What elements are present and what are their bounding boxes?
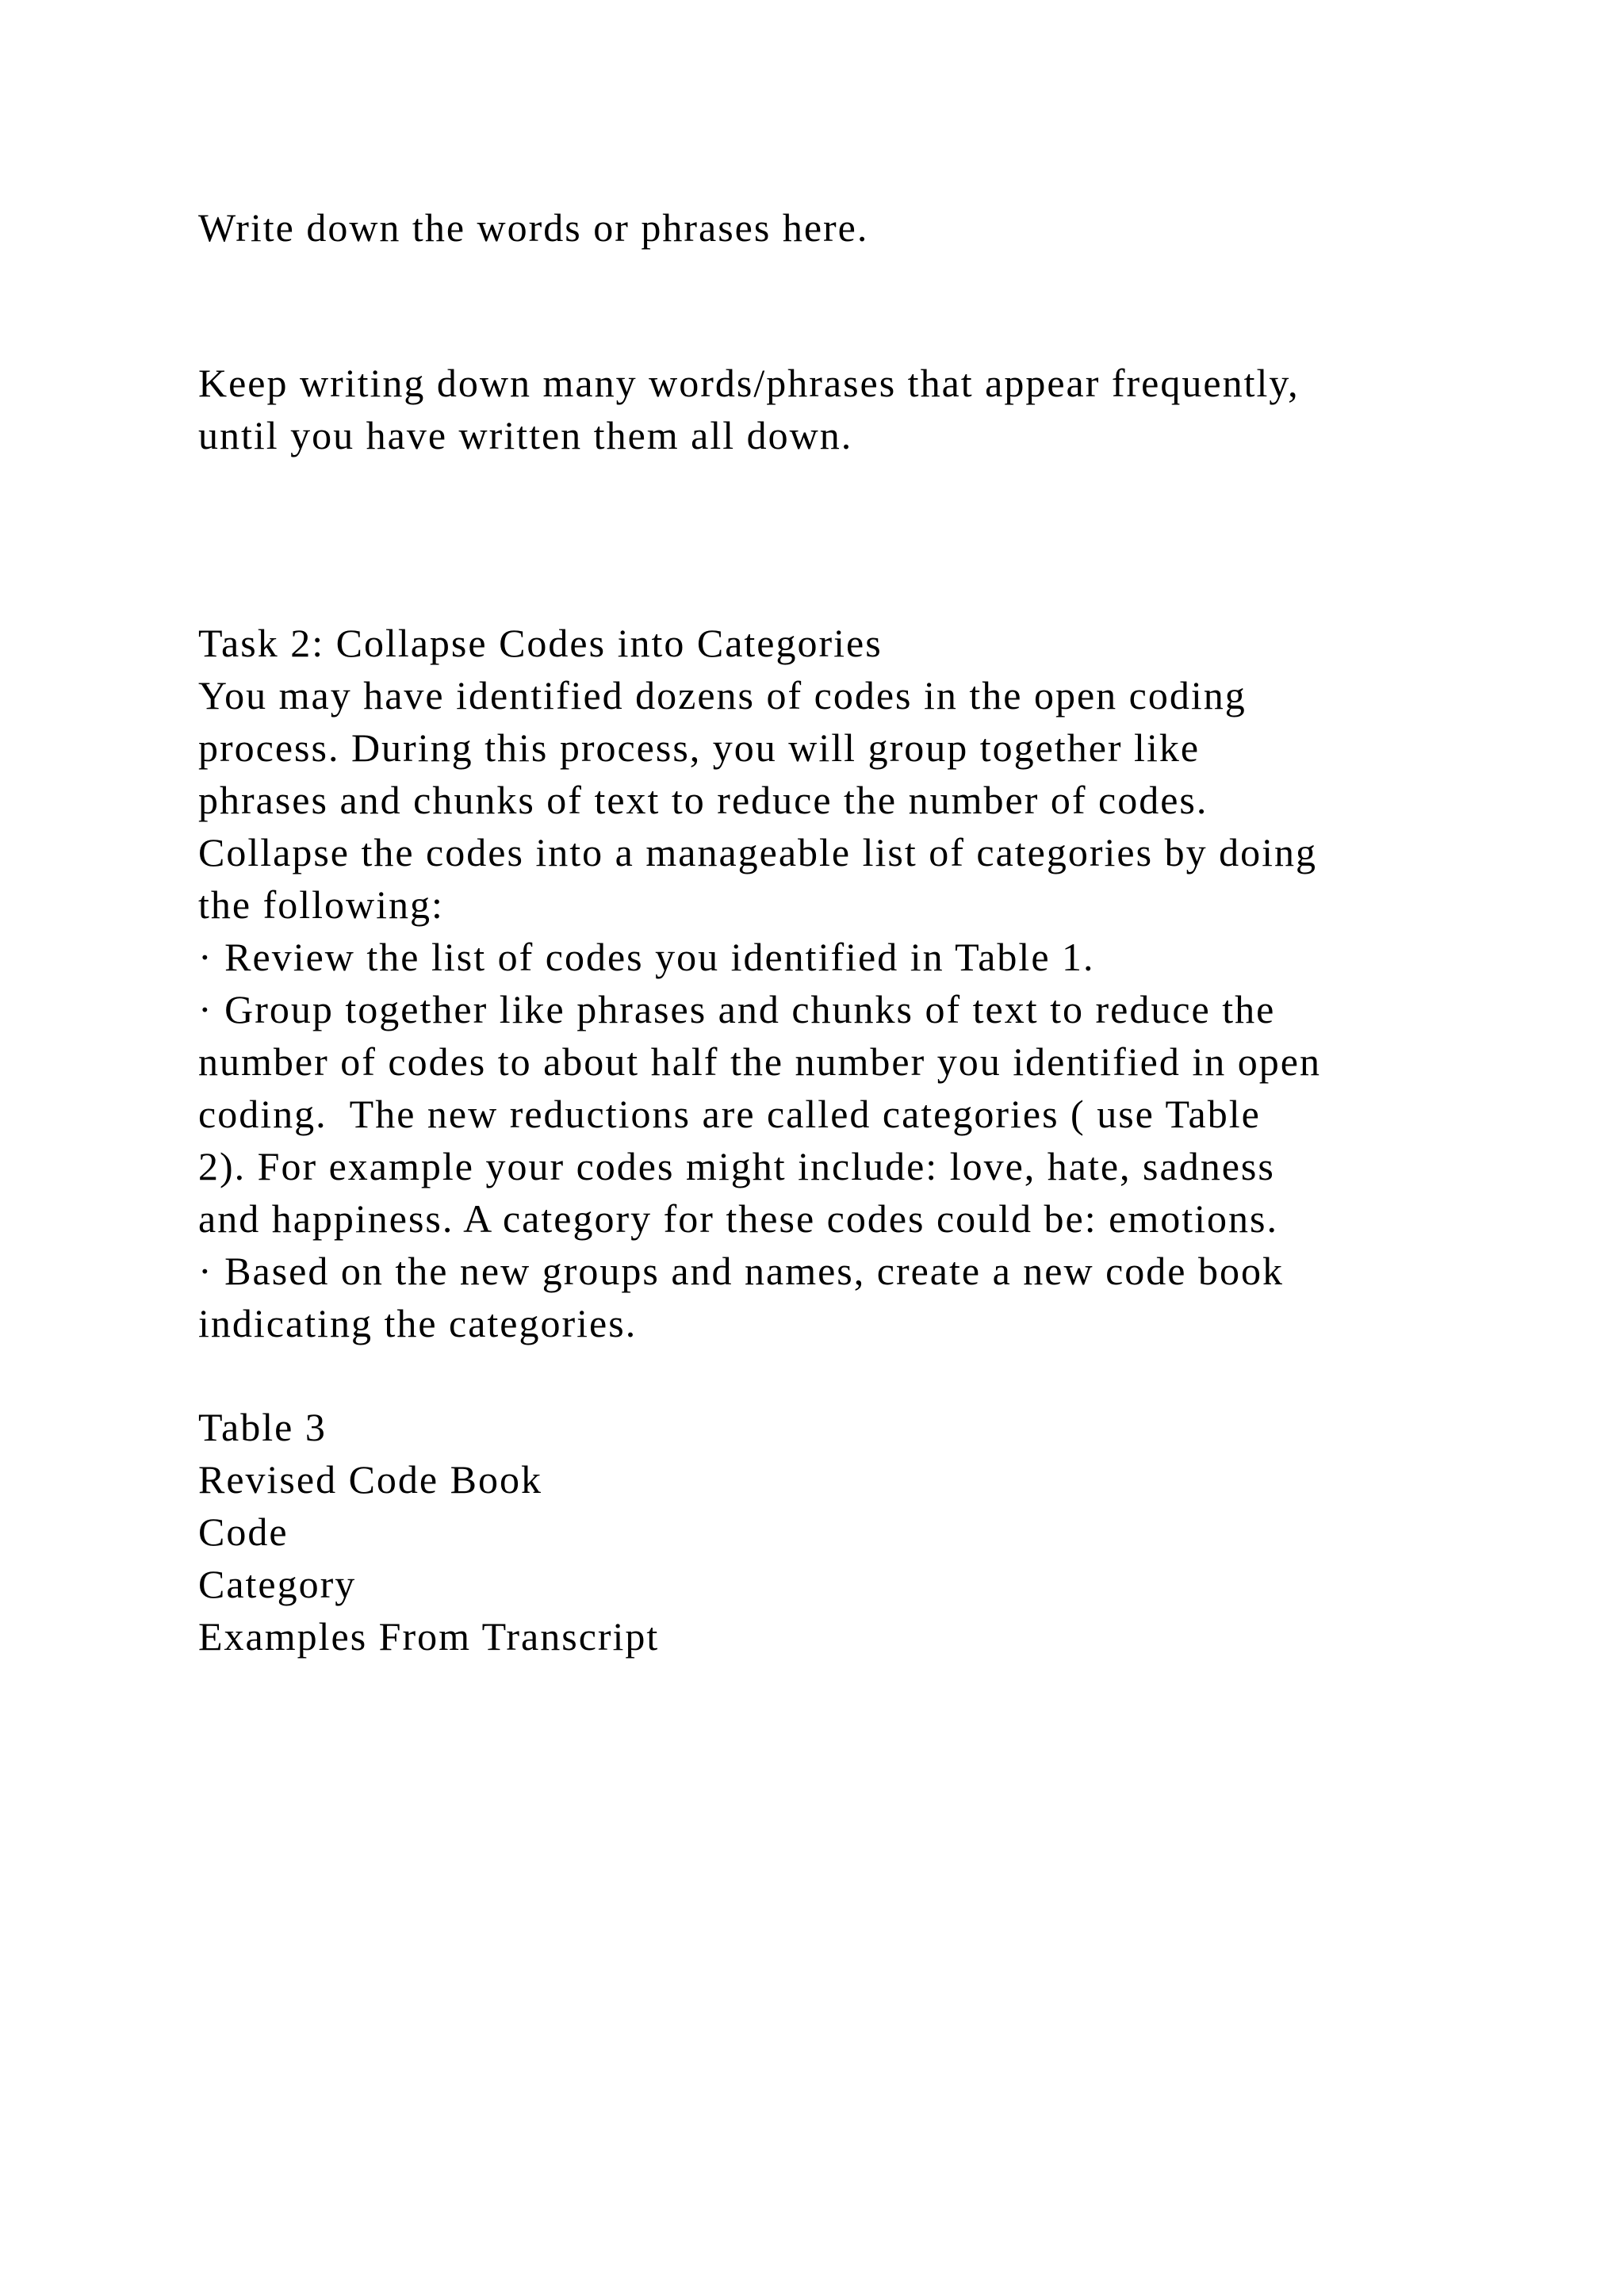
table3-column-code: Code (198, 1510, 289, 1554)
instruction-text: Write down the words or phrases here. (198, 205, 869, 250)
task2-bullet-codebook: · Based on the new groups and names, create a new code book (198, 1249, 1284, 1293)
task2-paragraph-line: Collapse the codes into a manageable list of categories by doing (198, 830, 1317, 874)
task2-paragraph-line: You may have identified dozens of codes in the open coding (198, 673, 1247, 718)
task2-heading: Task 2: Collapse Codes into Categories (198, 621, 883, 665)
task2-paragraph-line: phrases and chunks of text to reduce the number of codes. (198, 778, 1208, 822)
table3-title: Revised Code Book (198, 1457, 542, 1502)
task2-bullet-group-line: number of codes to about half the number you identified in open (198, 1039, 1321, 1084)
task2-bullet-group: · Group together like phrases and chunks of text to reduce the (198, 987, 1276, 1031)
task2-paragraph-line: process. During this process, you will group together like (198, 725, 1201, 770)
table3-label: Table 3 (198, 1405, 327, 1449)
task2-bullet-group-line: coding. The new reductions are called categories ( use Table (198, 1092, 1261, 1136)
task2-bullet-group-line: 2). For example your codes might include: love, hate, sadness (198, 1144, 1275, 1188)
task2-paragraph-line: the following: (198, 882, 444, 927)
table3-column-category: Category (198, 1562, 357, 1606)
task2-bullet-group-line: and happiness. A category for these codes could be: emotions. (198, 1196, 1278, 1241)
keep-writing-line-1: Keep writing down many words/phrases that appear frequently, (198, 361, 1300, 405)
task2-bullet-codebook-line: indicating the categories. (198, 1301, 638, 1345)
table3-column-examples: Examples From Transcript (198, 1614, 660, 1659)
keep-writing-line-2: until you have written them all down. (198, 413, 853, 457)
task2-bullet-review: · Review the list of codes you identified in Table 1. (198, 935, 1095, 979)
